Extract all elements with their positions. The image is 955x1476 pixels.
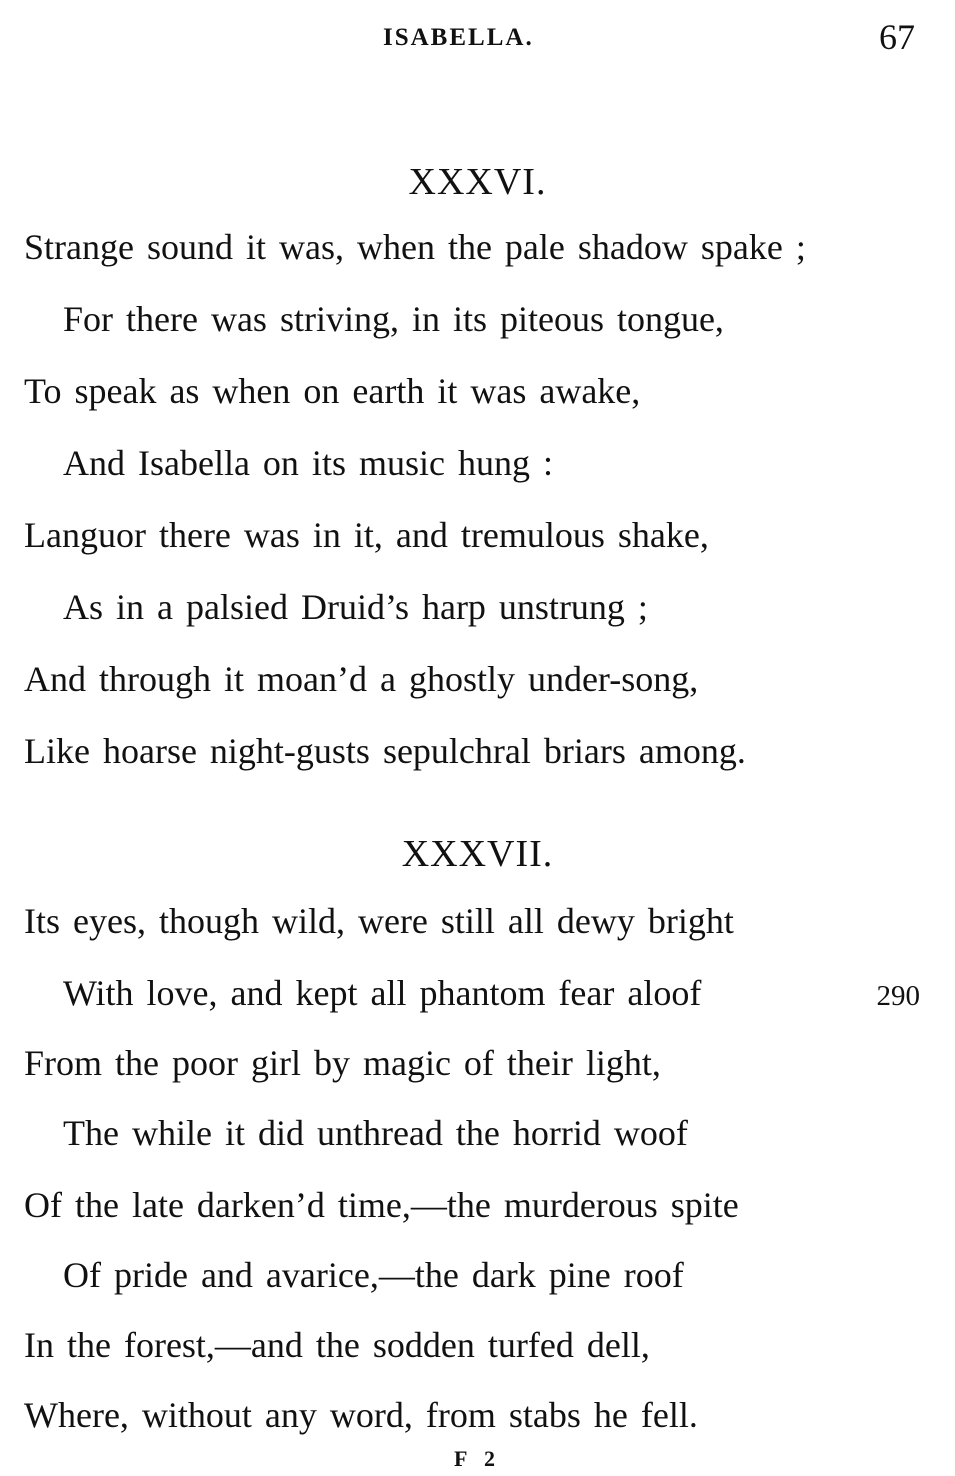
poem-line: Like hoarse night-gusts sepulchral briars among.: [24, 731, 746, 771]
poem-line: Of pride and avarice,—the dark pine roof: [63, 1255, 684, 1295]
poem-line: Of the late darken’d time,—the murderous spite: [24, 1185, 739, 1225]
running-head: [0, 17, 955, 62]
stanza-heading: XXXVII.: [401, 833, 554, 875]
poem-line: To speak as when on earth it was awake,: [24, 371, 641, 411]
poem-line: From the poor girl by magic of their light,: [24, 1043, 661, 1083]
poem-line: In the forest,—and the sodden turfed dell,: [24, 1325, 650, 1365]
poem-line: Where, without any word, from stabs he fell.: [24, 1395, 698, 1435]
poem-line: With love, and kept all phantom fear aloof: [63, 973, 702, 1013]
signature-mark: F 2: [453, 1446, 502, 1471]
poem-line: Languor there was in it, and tremulous shake,: [24, 515, 709, 555]
stanza-heading: XXXVI.: [408, 161, 547, 203]
poem-line: And Isabella on its music hung :: [63, 443, 553, 483]
poem-line: And through it moan’d a ghostly under-song,: [24, 659, 699, 699]
poem-line: Strange sound it was, when the pale shadow spake ;: [24, 227, 806, 267]
page-number: 67: [879, 17, 915, 57]
poem-line: The while it did unthread the horrid woof: [63, 1113, 688, 1153]
poem-line: For there was striving, in its piteous tongue,: [63, 299, 724, 339]
line-number: 290: [876, 980, 920, 1012]
poem-line: Its eyes, though wild, were still all dewy bright: [24, 901, 734, 941]
running-title: ISABELLA.: [383, 24, 534, 51]
poem-line: As in a palsied Druid’s harp unstrung ;: [63, 587, 648, 627]
